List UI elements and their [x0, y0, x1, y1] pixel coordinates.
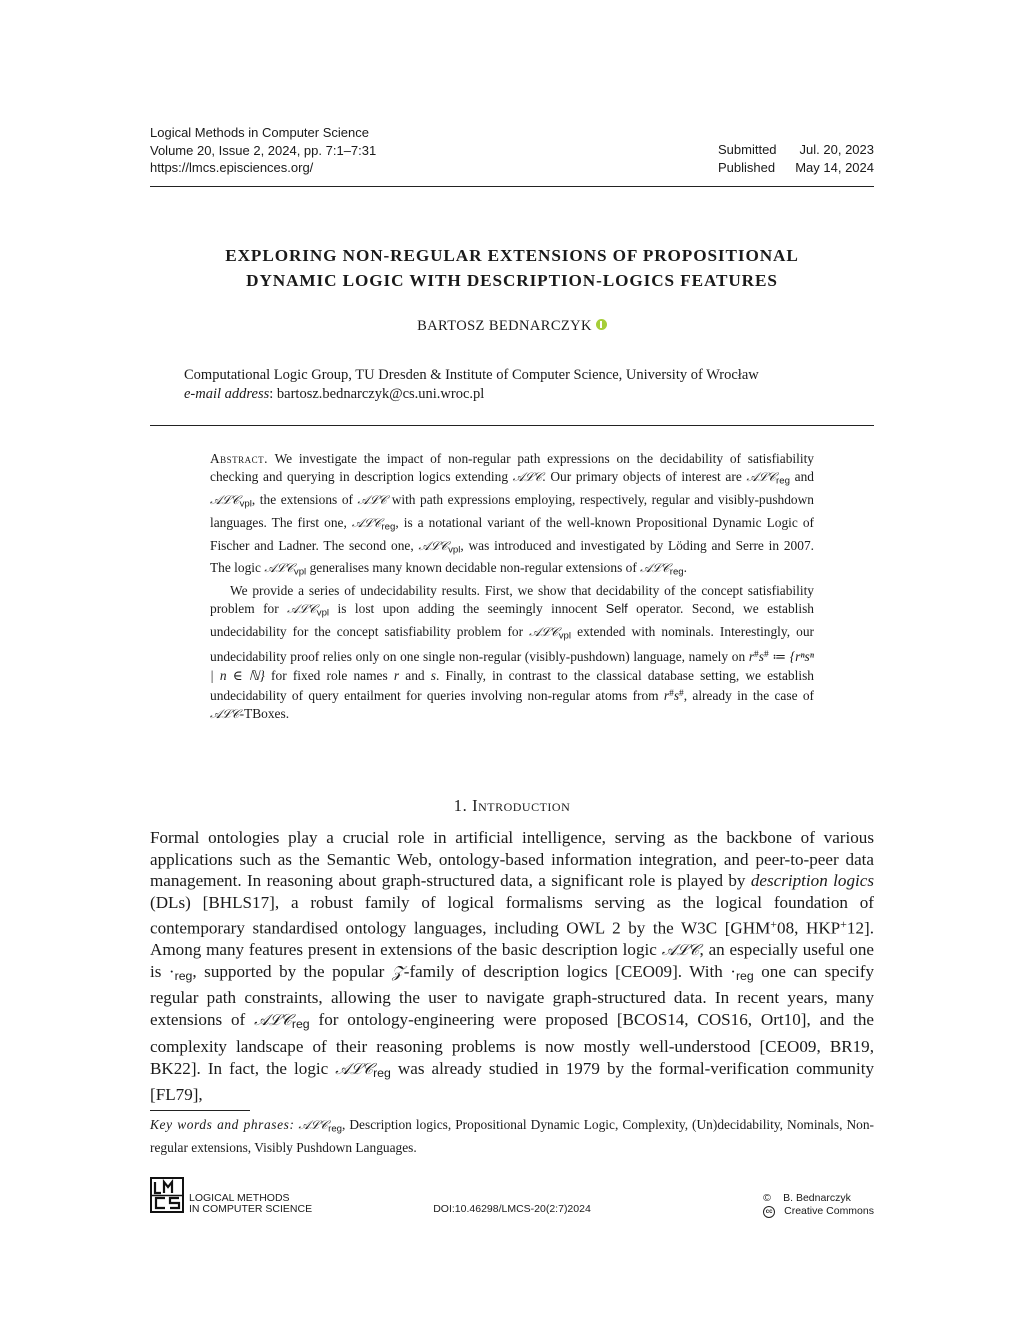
plus-superscript: + — [840, 916, 847, 931]
intro-text: (DLs) [BHLS17], a robust family of logical formalisms serving as the logical foundation of contemporary standardised ontology languages, including OWL 2 by the W3C [GHM — [150, 893, 874, 938]
abstract-text: Our primary objects of interest are — [550, 469, 742, 485]
author — [150, 318, 874, 335]
logo-line-2: IN COMPUTER SCIENCE — [189, 1203, 313, 1215]
copyright-holder: B. Bednarczyk — [783, 1192, 851, 1204]
vpl-subscript: vpl — [316, 607, 330, 619]
publication-dates — [718, 141, 874, 176]
hash-superscript: # — [754, 649, 759, 660]
abstract-text: already in the case of — [692, 688, 814, 704]
abstract-text: We investigate the impact of non-regular path expressions on the decidability of satisfiability checking and querying in description logics extending — [210, 451, 814, 485]
institution: Computational Logic Group, TU Dresden & Institute of Computer Science, University of Wrocław — [184, 367, 759, 383]
section-title: Introduction — [472, 796, 571, 815]
intro-emphasis: description logics — [750, 871, 874, 891]
paper-title — [150, 243, 874, 293]
intro-text: -family of description logics [CEO09]. With · — [403, 961, 736, 981]
alc-symbol: 𝒜ℒ𝒞 — [351, 515, 382, 530]
hash-superscript: # — [669, 688, 674, 699]
reg-subscript: reg — [776, 475, 790, 487]
abstract — [210, 450, 814, 724]
language-definition: ≔ {rⁿsⁿ | n ∈ ℕ} — [210, 649, 814, 683]
abstract-text: with path expressions employing, respectively, regular and visibly-pushdown languages. The first one, — [210, 492, 814, 530]
abstract-text: generalises many known decidable non-regular extensions of — [309, 560, 637, 576]
intro-text: one can specify regular path constraints, allowing the user to navigate graph-structured data. In recent years, many extensions of — [150, 961, 875, 1030]
intro-text: Formal ontologies play a crucial role in artificial intelligence, serving as the backbone of various applications such as the Semantic Web, ontology-based information integration, and peer-to-peer data management. In reasoning about graph-structured data, a significant role is played by — [150, 828, 874, 891]
journal-name: Logical Methods in Computer Science — [150, 125, 369, 140]
alc-symbol: 𝒜ℒ𝒞 — [661, 939, 700, 959]
orcid-icon[interactable] — [596, 319, 607, 330]
intro-text: for ontology-engineering were proposed [BCOS14, COS16, Ort10], and the complexity landscape of their reasoning problems is now mostly well-understood [CEO09, BR19, BK22]. In fact, the logic — [150, 1010, 874, 1078]
keywords-footnote — [150, 1116, 874, 1157]
intro-text: , an especially useful one is · — [150, 939, 874, 981]
section-number: 1. — [453, 796, 468, 815]
author-name: BARTOSZ BEDNARCZYK — [417, 318, 592, 334]
journal-volume: Volume 20, Issue 2, 2024, pp. 7:1–7:31 — [150, 142, 377, 158]
hash-superscript: # — [763, 649, 769, 660]
intro-text: 08, HKP — [777, 918, 841, 938]
reg-subscript: reg — [373, 1065, 391, 1080]
email-line: e-mail address: bartosz.bednarczyk@cs.uni.wroc.pl — [184, 386, 485, 402]
reg-subscript: reg — [381, 521, 396, 533]
alc-symbol: 𝒜ℒ𝒞 — [298, 1118, 329, 1132]
abstract-text: for fixed role names — [271, 667, 388, 683]
hash-superscript: # — [679, 688, 684, 699]
self-operator: Self — [605, 601, 628, 617]
role-r: r — [663, 688, 670, 704]
alc-symbol: 𝒜ℒ𝒞 — [264, 561, 294, 576]
submitted-date: Jul. 20, 2023 — [799, 142, 874, 157]
license-text[interactable]: Creative Commons — [784, 1205, 874, 1217]
email-address[interactable]: bartosz.bednarczyk@cs.uni.wroc.pl — [276, 386, 485, 402]
published-date: May 14, 2024 — [795, 159, 874, 175]
z-symbol: 𝒵 — [391, 961, 404, 981]
abstract-paragraph-1: Abstract. We investigate the impact of non-regular path expressions on the decidability of satisfiability checking and querying in description logics extending 𝒜ℒ𝒞. Our primary objects of interest are 𝒜ℒ𝒞$_{reg}$ and 𝒜ℒ𝒞$_{vpl}$, the extensions of 𝒜ℒ𝒞 with path expressions employing, respectively, regular and visibly-pushdown languages. The first one, 𝒜ℒ𝒞$_{reg}$, is a notational variant of the well-known Propositional Dynamic Logic of Fischer and Ladner. The second one, 𝒜ℒ𝒞$_{vpl}$, was introduced and investigated by Löding and Serre in 2007. The logic 𝒜ℒ𝒞$_{vpl}$ generalises many known decidable non-regular extensions of 𝒜ℒ𝒞$_{reg}$. — [210, 451, 814, 578]
vpl-subscript: vpl — [293, 566, 307, 578]
abstract-text: , the extensions of — [251, 492, 353, 508]
intro-paragraph — [150, 827, 874, 1106]
alc-symbol: 𝒜ℒ𝒞 — [254, 1010, 292, 1030]
introduction-body — [150, 827, 874, 1106]
abstract-text: . Finally, in contrast to the classical database setting, we establish undecidability of query entailment for queries involving non-regular atoms from — [210, 667, 814, 704]
copyright — [763, 1192, 874, 1218]
intro-text: was already studied in 1979 by the formal-verification community [FL79], — [150, 1058, 874, 1105]
intro-text: , supported by the popular — [192, 961, 385, 981]
vpl-subscript: vpl — [239, 498, 252, 510]
abstract-text: extended with nominals. Interestingly, our undecidability proof relies only on one single non-regular (visibly-pushdown) language, namely on — [210, 624, 814, 665]
reg-subscript: reg — [735, 968, 754, 983]
abstract-paragraph-2: We provide a series of undecidability results. First, we show that decidability of the concept satisfiability problem for 𝒜ℒ𝒞$_{vpl}$ is lost upon adding the seemingly innocent Self operator. Second, we establish undecidability for the concept satisfiability problem for 𝒜ℒ𝒞$_{vpl}$ extended with nominals. Interestingly, our undecidability proof relies only on one single non-regular (visibly-pushdown) language, namely on r#s# ≔ {rⁿsⁿ | n ∈ ℕ} for fixed role names r and s. Finally, in contrast to the classical database setting, we establish undecidability of query entailment for queries involving non-regular atoms from r#s#, already in the case of 𝒜ℒ𝒞-TBoxes. — [210, 583, 814, 722]
reg-subscript: reg — [174, 968, 193, 983]
abstract-text: and — [794, 469, 814, 485]
journal-info — [150, 124, 376, 177]
doi[interactable]: DOI:10.46298/LMCS-20(2:7)2024 — [433, 1203, 591, 1215]
abstract-text: is lost upon adding the seemingly innocent — [337, 601, 598, 617]
affiliation-rule — [150, 425, 874, 426]
alc-symbol: 𝒜ℒ𝒞 — [746, 470, 777, 485]
reg-subscript: reg — [669, 566, 684, 578]
role-s: s — [673, 688, 680, 704]
alc-symbol: 𝒜ℒ𝒞 — [640, 561, 670, 576]
plus-superscript: + — [770, 916, 778, 931]
keywords-text: , Description logics, Propositional Dynamic Logic, Complexity, (Un)decidability, Nominals, Non-regular extensions, Visibly Pushdown Languages. — [150, 1117, 874, 1155]
affiliation — [184, 366, 759, 404]
alc-symbol: 𝒜ℒ𝒞 — [512, 470, 543, 485]
reg-subscript: reg — [328, 1123, 343, 1135]
role-s: s — [430, 667, 436, 683]
footnote-rule — [150, 1110, 250, 1111]
intro-text: 12]. Among many features present in extensions of the basic description logic — [150, 918, 874, 959]
copyright-icon: © — [763, 1192, 771, 1204]
creative-commons-icon: cc — [763, 1206, 775, 1218]
abstract-text: , is a notational variant of the well-known Propositional Dynamic Logic of Fischer and Ladner. The second one, — [210, 514, 814, 553]
published-label: Published — [718, 159, 776, 175]
abstract-text: -TBoxes. — [239, 706, 290, 722]
alc-symbol: 𝒜ℒ𝒞 — [335, 1058, 374, 1078]
abstract-text: operator. Second, we establish undecidability for the concept satisfiability problem for — [210, 601, 814, 640]
abstract-text: and — [405, 667, 425, 683]
alc-symbol: 𝒜ℒ𝒞 — [418, 538, 449, 553]
vpl-subscript: vpl — [558, 630, 572, 642]
logo-line-1: LOGICAL METHODS — [189, 1192, 290, 1204]
abstract-text: We provide a series of undecidability results. First, we show that decidability of the concept satisfiability problem for — [210, 583, 814, 617]
alc-symbol: 𝒜ℒ𝒞 — [210, 707, 240, 722]
alc-symbol: 𝒜ℒ𝒞 — [210, 493, 240, 508]
role-r: r — [393, 667, 400, 683]
header-rule — [150, 186, 874, 187]
section-heading — [150, 796, 874, 816]
submitted-label: Submitted — [718, 142, 777, 157]
alc-symbol: 𝒜ℒ𝒞 — [357, 493, 388, 508]
email-label: e-mail address — [184, 386, 270, 402]
role-s: s — [758, 649, 764, 665]
alc-symbol: 𝒜ℒ𝒞 — [287, 602, 317, 617]
role-r: r — [748, 649, 755, 665]
keywords-label: Key words and phrases: — [150, 1117, 295, 1132]
abstract-text: , was introduced and investigated by Löding and Serre in 2007. The logic — [210, 537, 814, 576]
alc-symbol: 𝒜ℒ𝒞 — [529, 625, 559, 640]
journal-url[interactable]: https://lmcs.episciences.org/ — [150, 160, 314, 175]
title-line-2: DYNAMIC LOGIC WITH DESCRIPTION-LOGICS FEATURES — [246, 271, 778, 290]
abstract-heading: Abstract. — [210, 451, 269, 466]
title-line-1: EXPLORING NON-REGULAR EXTENSIONS OF PROPOSITIONAL — [225, 246, 799, 265]
vpl-subscript: vpl — [448, 544, 461, 555]
reg-subscript: reg — [291, 1017, 310, 1032]
